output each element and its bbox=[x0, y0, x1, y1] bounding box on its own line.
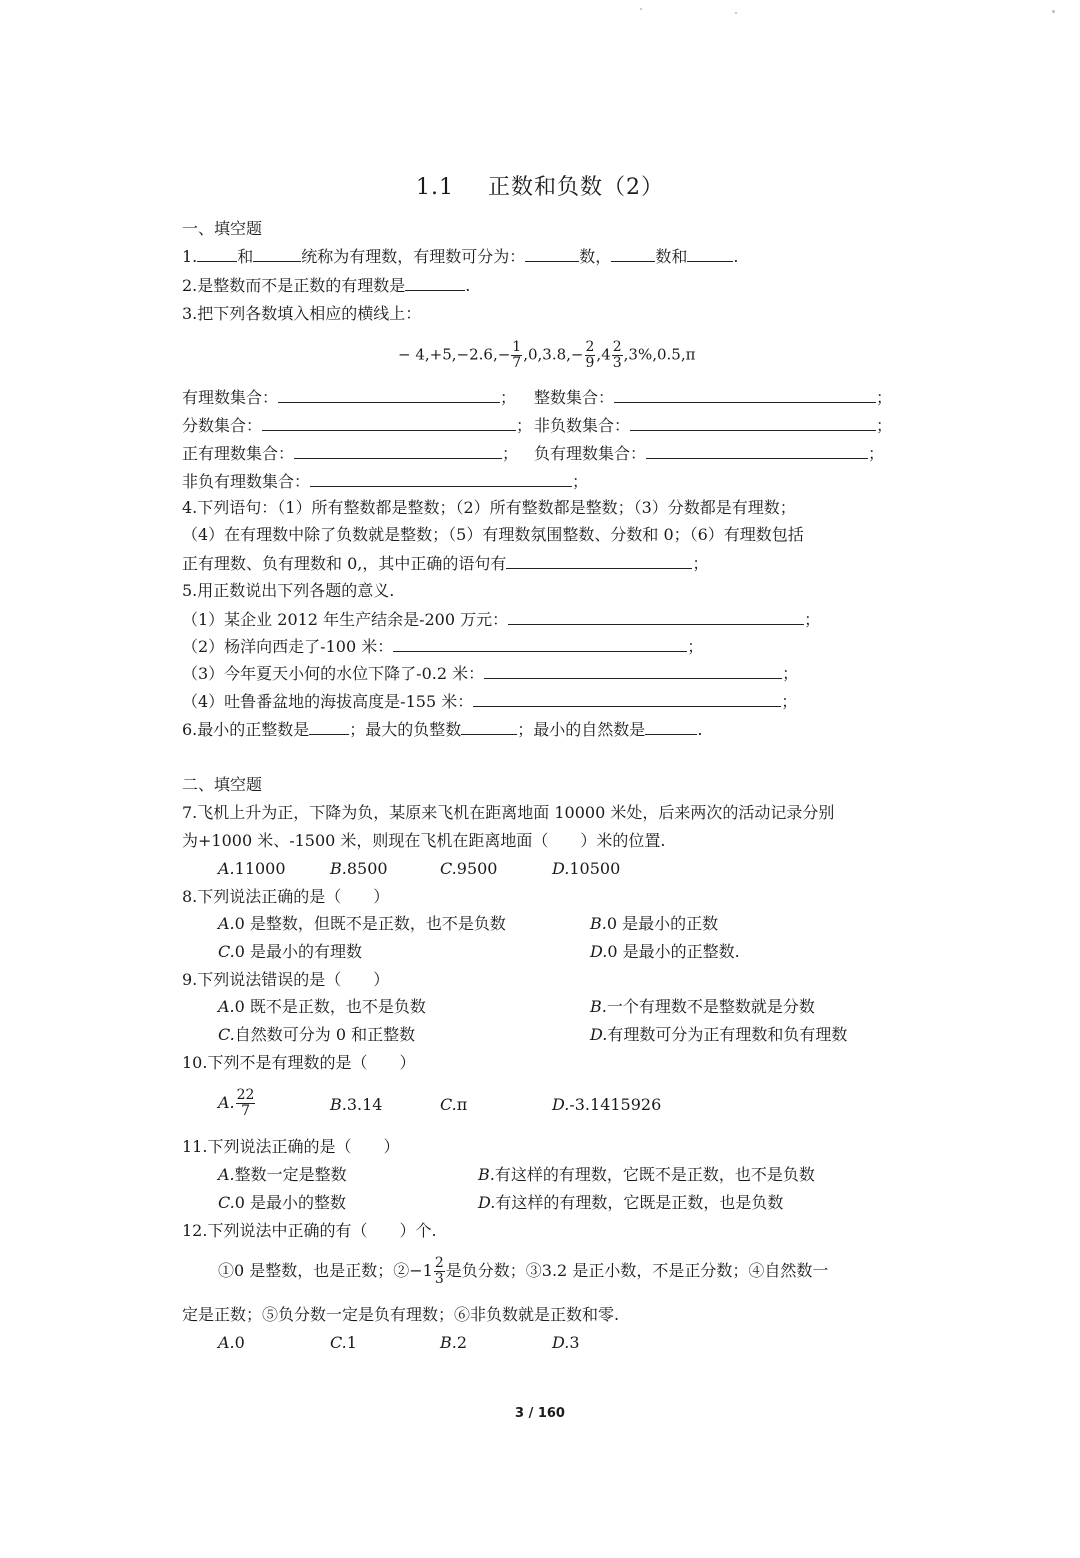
separator: ； bbox=[500, 388, 517, 407]
answer-blank[interactable] bbox=[614, 386, 876, 403]
q10-option-a[interactable] bbox=[218, 1088, 256, 1119]
option-letter: B. bbox=[440, 1333, 457, 1352]
scan-speck bbox=[640, 8, 642, 10]
fraction bbox=[585, 340, 596, 371]
option-letter: A. bbox=[218, 1165, 235, 1184]
option-text: 有这样的有理数，它既是正数，也是负数 bbox=[495, 1193, 784, 1212]
option-letter: B. bbox=[330, 1095, 347, 1114]
answer-blank[interactable] bbox=[646, 442, 868, 459]
numerator: 2 bbox=[612, 339, 622, 355]
set-label: 非负有理数集合： bbox=[182, 472, 311, 491]
question-5-item bbox=[182, 635, 703, 658]
option-text: 2 bbox=[456, 1333, 468, 1352]
option-text: 一个有理数不是整数就是分数 bbox=[606, 997, 815, 1016]
question-10-stem: 10.下列不是有理数的是（ ） bbox=[182, 1053, 416, 1072]
q11-option-a[interactable] bbox=[218, 1164, 347, 1186]
fraction bbox=[434, 1256, 445, 1287]
set-label: 负有理数集合： bbox=[534, 444, 647, 463]
answer-blank[interactable] bbox=[473, 690, 781, 707]
denominator: 9 bbox=[585, 355, 595, 371]
question-9-stem: 9.下列说法错误的是（ ） bbox=[182, 970, 390, 989]
q1-text: 数， bbox=[579, 247, 612, 266]
separator: ； bbox=[781, 692, 798, 711]
option-text: 自然数可分为 0 和正整数 bbox=[234, 1025, 416, 1044]
separator: ； bbox=[687, 637, 704, 656]
option-text: 3 bbox=[569, 1333, 580, 1352]
expr-text: ,4 bbox=[596, 345, 611, 364]
q12-option-a[interactable] bbox=[218, 1332, 245, 1354]
option-letter: C. bbox=[218, 942, 235, 961]
question-4-line: （4）在有理数中除了负数就是整数；（5）有理数氛围整数、分数和 0；（6）有理数包括 bbox=[182, 525, 804, 544]
set-label: 非负数集合： bbox=[534, 416, 631, 435]
fraction bbox=[511, 340, 522, 371]
separator: ； bbox=[502, 444, 519, 463]
answer-blank[interactable] bbox=[393, 635, 687, 652]
expr-text: ,3%,0.5,π bbox=[623, 345, 696, 364]
numerator: 2 bbox=[434, 1255, 444, 1271]
option-letter: A. bbox=[218, 914, 235, 933]
option-text: 有这样的有理数，它既不是正数，也不是负数 bbox=[494, 1165, 815, 1184]
option-text: 有理数可分为正有理数和负有理数 bbox=[607, 1025, 848, 1044]
set-negrational bbox=[534, 442, 884, 465]
option-letter: C. bbox=[440, 1095, 457, 1114]
option-letter: C. bbox=[218, 1025, 235, 1044]
q1-text: 数和 bbox=[655, 247, 688, 266]
question-5-item bbox=[182, 608, 820, 631]
question-6 bbox=[182, 718, 702, 741]
answer-blank[interactable] bbox=[630, 414, 876, 431]
question-12-line: 定是正数；⑤负分数一定是负有理数；⑥非负数就是正数和零. bbox=[182, 1305, 620, 1324]
number-list bbox=[398, 340, 695, 371]
answer-blank[interactable] bbox=[506, 552, 692, 569]
q10-option-b[interactable] bbox=[330, 1094, 382, 1116]
option-letter: A. bbox=[218, 997, 235, 1016]
option-letter: D. bbox=[478, 1193, 496, 1212]
separator: ； bbox=[876, 388, 893, 407]
answer-blank[interactable] bbox=[461, 718, 517, 735]
page-title bbox=[0, 170, 1080, 201]
q12-option-b[interactable] bbox=[440, 1332, 467, 1354]
q9-option-d[interactable] bbox=[590, 1024, 847, 1046]
q12-text: 是负分数；③3.2 是正小数，不是正分数；④自然数一 bbox=[445, 1261, 829, 1280]
q1-text: 统称为有理数，有理数可分为： bbox=[301, 247, 526, 266]
option-text: 11000 bbox=[234, 859, 286, 878]
numerator: 1 bbox=[512, 339, 522, 355]
q1-text: . bbox=[733, 247, 739, 266]
set-fraction bbox=[182, 414, 532, 437]
denominator: 7 bbox=[512, 355, 522, 371]
separator: ； bbox=[782, 664, 799, 683]
set-integer bbox=[534, 386, 892, 409]
option-text: 0 是最小的有理数 bbox=[234, 942, 363, 961]
denominator: 3 bbox=[434, 1271, 444, 1287]
answer-blank[interactable] bbox=[309, 718, 349, 735]
option-letter: C. bbox=[218, 1193, 235, 1212]
question-3-stem: 3.把下列各数填入相应的横线上： bbox=[182, 304, 422, 323]
expr-text: − 4,+5,−2.6,− bbox=[398, 345, 511, 364]
q11-option-c[interactable] bbox=[218, 1192, 346, 1214]
answer-blank[interactable] bbox=[294, 442, 502, 459]
option-letter: D. bbox=[590, 1025, 608, 1044]
answer-blank[interactable] bbox=[405, 274, 465, 291]
section-heading: 二、填空题 bbox=[182, 775, 263, 794]
title-number: 1.1 bbox=[416, 175, 454, 200]
q5-text: （3）今年夏天小何的水位下降了-0.2 米： bbox=[182, 664, 485, 683]
q8-option-b[interactable] bbox=[590, 913, 718, 935]
option-letter: D. bbox=[552, 1333, 570, 1352]
option-letter: B. bbox=[330, 859, 347, 878]
question-12-line bbox=[218, 1254, 828, 1288]
q8-option-d[interactable] bbox=[590, 941, 740, 963]
option-text: -3.1415926 bbox=[569, 1095, 662, 1114]
q11-option-b[interactable] bbox=[478, 1164, 815, 1186]
option-letter: A. bbox=[218, 1333, 235, 1352]
separator: ； bbox=[516, 416, 533, 435]
q5-text: （4）吐鲁番盆地的海拔高度是-155 米： bbox=[182, 692, 474, 711]
option-letter: D. bbox=[590, 942, 608, 961]
separator: ； bbox=[572, 472, 589, 491]
q12-option-d[interactable] bbox=[552, 1332, 580, 1354]
set-nonneg bbox=[534, 414, 892, 437]
answer-blank[interactable] bbox=[484, 662, 782, 679]
separator: ； bbox=[868, 444, 885, 463]
answer-blank[interactable] bbox=[645, 718, 697, 735]
set-label: 分数集合： bbox=[182, 416, 263, 435]
q7-option-b[interactable] bbox=[330, 858, 388, 880]
option-text: 整数一定是整数 bbox=[234, 1165, 347, 1184]
question-5-item bbox=[182, 662, 798, 685]
denominator: 7 bbox=[241, 1103, 251, 1119]
option-text: 0 既不是正数，也不是负数 bbox=[234, 997, 426, 1016]
question-1 bbox=[182, 245, 738, 268]
answer-blank[interactable] bbox=[687, 245, 733, 262]
question-8-stem: 8.下列说法正确的是（ ） bbox=[182, 887, 390, 906]
question-4-line: 4.下列语句：（1）所有整数都是整数；（2）所有整数都是整数；（3）分数都是有理数； bbox=[182, 498, 796, 517]
title-text: 正数和负数（2） bbox=[488, 175, 664, 200]
option-text: 0 是最小的正数 bbox=[606, 914, 719, 933]
q7-option-c[interactable] bbox=[440, 858, 497, 880]
option-letter: C. bbox=[330, 1333, 347, 1352]
q7-option-d[interactable] bbox=[552, 858, 620, 880]
question-7-line: 7.飞机上升为正，下降为负，某原来飞机在距离地面 10000 米处，后来两次的活动记录分别 bbox=[182, 803, 835, 822]
page-number: 3 / 160 bbox=[515, 1406, 565, 1421]
answer-blank[interactable] bbox=[197, 245, 237, 262]
denominator: 3 bbox=[612, 355, 622, 371]
option-text: 3.14 bbox=[346, 1095, 383, 1114]
option-text: 0 是最小的整数 bbox=[234, 1193, 347, 1212]
fraction bbox=[236, 1088, 256, 1119]
q12-option-c[interactable] bbox=[330, 1332, 357, 1354]
scan-speck bbox=[1052, 10, 1055, 13]
set-label: 正有理数集合： bbox=[182, 444, 295, 463]
set-label: 有理数集合： bbox=[182, 388, 279, 407]
section-heading: 一、填空题 bbox=[182, 219, 263, 238]
option-text: 8500 bbox=[346, 859, 388, 878]
q6-text: 6.最小的正整数是 bbox=[182, 720, 310, 739]
q11-option-d[interactable] bbox=[478, 1192, 783, 1214]
answer-blank[interactable] bbox=[262, 414, 516, 431]
question-11-stem: 11.下列说法正确的是（ ） bbox=[182, 1137, 400, 1156]
option-text: 0 是最小的正整数. bbox=[607, 942, 740, 961]
q6-text: . bbox=[697, 720, 703, 739]
q7-option-a[interactable] bbox=[218, 858, 286, 880]
q9-option-a[interactable] bbox=[218, 996, 426, 1018]
q9-option-c[interactable] bbox=[218, 1024, 415, 1046]
q10-option-d[interactable] bbox=[552, 1094, 661, 1116]
option-letter: C. bbox=[440, 859, 457, 878]
answer-blank[interactable] bbox=[310, 470, 572, 487]
separator: ； bbox=[876, 416, 893, 435]
q1-text: 和 bbox=[237, 247, 254, 266]
option-text: 9500 bbox=[456, 859, 498, 878]
question-4-line bbox=[182, 552, 708, 575]
answer-blank[interactable] bbox=[611, 245, 655, 262]
numerator: 2 bbox=[585, 339, 595, 355]
option-text: 0 bbox=[234, 1333, 245, 1352]
fraction bbox=[612, 340, 623, 371]
q5-text: （2）杨洋向西走了-100 米： bbox=[182, 637, 394, 656]
q5-text: （1）某企业 2012 年生产结余是-200 万元： bbox=[182, 610, 509, 629]
numerator: 22 bbox=[236, 1087, 255, 1103]
option-letter: B. bbox=[478, 1165, 495, 1184]
question-2 bbox=[182, 274, 470, 297]
question-12-stem: 12.下列说法中正确的有（ ）个. bbox=[182, 1221, 437, 1240]
question-5-item bbox=[182, 690, 797, 713]
set-posrational bbox=[182, 442, 518, 465]
option-letter: A. bbox=[218, 1093, 235, 1112]
answer-blank[interactable] bbox=[253, 245, 301, 262]
option-text: 1 bbox=[346, 1333, 357, 1352]
answer-blank[interactable] bbox=[508, 608, 804, 625]
q2-text: 2.是整数而不是正数的有理数是 bbox=[182, 276, 406, 295]
q8-option-a[interactable] bbox=[218, 913, 506, 935]
option-letter: B. bbox=[590, 997, 607, 1016]
option-letter: A. bbox=[218, 859, 235, 878]
q12-text: ①0 是整数，也是正数；②−1 bbox=[218, 1261, 433, 1280]
q6-text: ；最大的负整数 bbox=[349, 720, 462, 739]
option-letter: B. bbox=[590, 914, 607, 933]
option-letter: D. bbox=[552, 859, 570, 878]
option-text: 10500 bbox=[569, 859, 621, 878]
q10-option-c[interactable] bbox=[440, 1094, 467, 1116]
separator: ； bbox=[692, 554, 709, 573]
set-label: 整数集合： bbox=[534, 388, 615, 407]
question-5-stem: 5.用正数说出下列各题的意义. bbox=[182, 581, 395, 600]
option-text: π bbox=[456, 1095, 468, 1114]
q9-option-b[interactable] bbox=[590, 996, 815, 1018]
answer-blank[interactable] bbox=[278, 386, 500, 403]
scan-speck bbox=[735, 12, 737, 14]
question-7-line: 为+1000 米、-1500 米，则现在飞机在距离地面（ ）米的位置. bbox=[182, 831, 666, 850]
q8-option-c[interactable] bbox=[218, 941, 362, 963]
q6-text: ；最小的自然数是 bbox=[517, 720, 646, 739]
set-nonnegrational bbox=[182, 470, 588, 493]
q2-text: . bbox=[465, 276, 471, 295]
answer-blank[interactable] bbox=[525, 245, 579, 262]
set-rational bbox=[182, 386, 516, 409]
option-letter: D. bbox=[552, 1095, 570, 1114]
q4-text: 正有理数、负有理数和 0,，其中正确的语句有 bbox=[182, 554, 507, 573]
expr-text: ,0,3.8,− bbox=[523, 345, 584, 364]
option-text: 0 是整数，但既不是正数，也不是负数 bbox=[234, 914, 506, 933]
q1-text: 1. bbox=[182, 247, 198, 266]
separator: ； bbox=[804, 610, 821, 629]
